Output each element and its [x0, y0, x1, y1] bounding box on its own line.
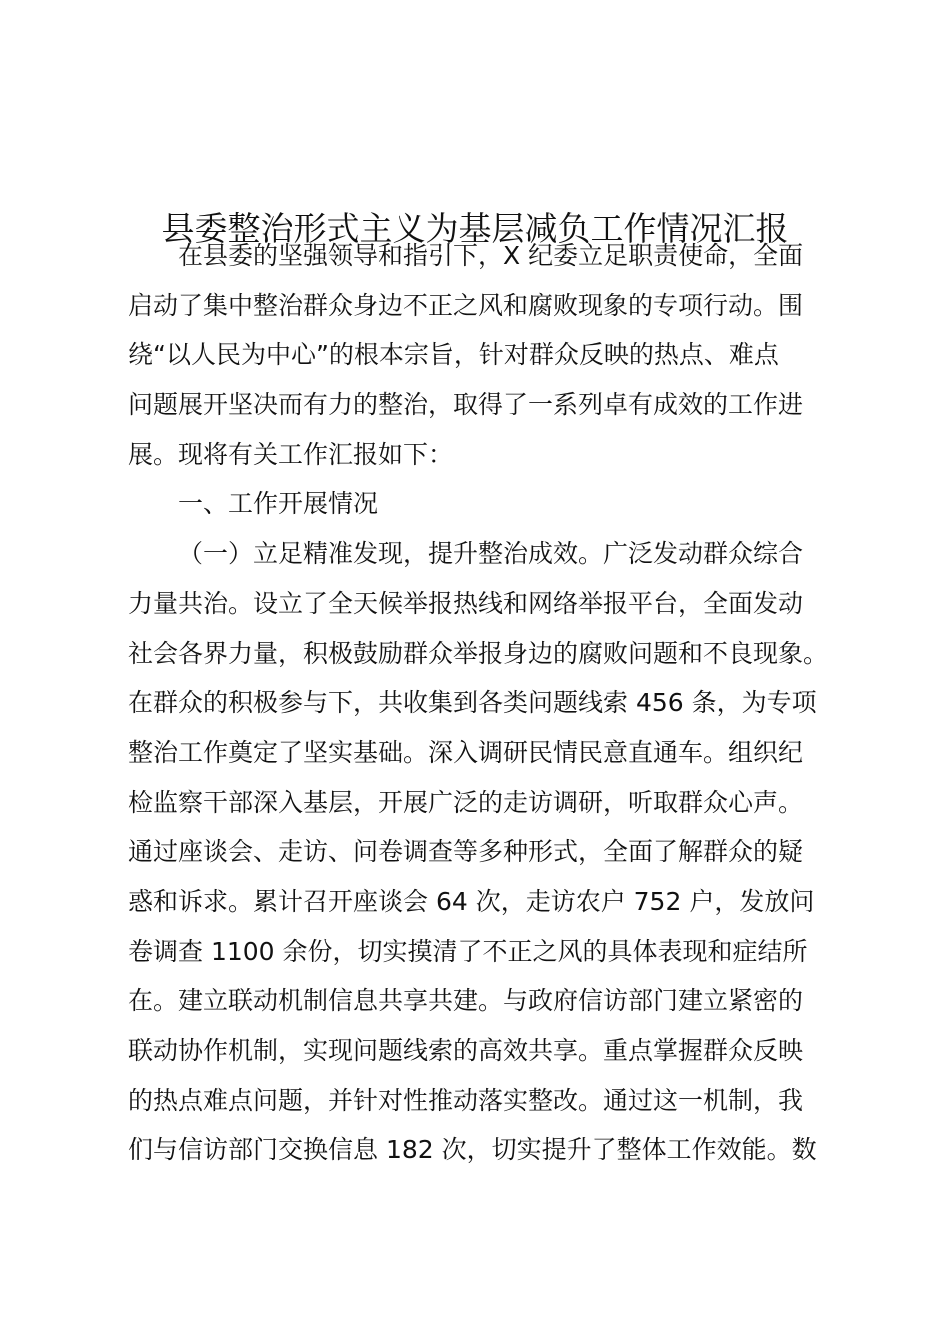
text-line: 整治工作奠定了坚实基础。深入调研民情民意直通车。组织纪 — [128, 737, 804, 767]
text-line: 社会各界力量，积极鼓励群众举报身边的腐败问题和不良现象。 — [128, 638, 829, 668]
text-line: 问题展开坚决而有力的整治，取得了一系列卓有成效的工作进 — [128, 390, 804, 420]
text-line: 在县委的坚强领导和指引下，X 纪委立足职责使命，全面 — [178, 241, 804, 270]
document-title: 县委整治形式主义为基层减负工作情况汇报 — [161, 209, 789, 249]
text-line: 通过座谈会、走访、问卷调查等多种形式，全面了解群众的疑 — [128, 837, 804, 867]
text-line: 们与信访部门交换信息 182 次，切实提升了整体工作效能。数 — [128, 1135, 817, 1165]
text-line: 一、工作开展情况 — [178, 489, 379, 519]
text-line: 展。现将有关工作汇报如下： — [128, 439, 454, 469]
text-line: 检监察干部深入基层，开展广泛的走访调研，听取群众心声。 — [128, 787, 804, 817]
text-line: 的热点难点问题，并针对性推动落实整改。通过这一机制，我 — [128, 1085, 804, 1115]
text-line: 在。建立联动机制信息共享共建。与政府信访部门建立紧密的 — [128, 986, 804, 1016]
text-line: 卷调查 1100 余份，切实摸清了不正之风的具体表现和症结所 — [128, 936, 808, 966]
text-line: （一）立足精准发现，提升整治成效。广泛发动群众综合 — [178, 539, 804, 569]
text-line: 在群众的积极参与下，共收集到各类问题线索 456 条，为专项 — [128, 688, 817, 718]
text-line: 力量共治。设立了全天候举报热线和网络举报平台，全面发动 — [128, 588, 804, 618]
text-line: 联动协作机制，实现问题线索的高效共享。重点掌握群众反映 — [128, 1036, 804, 1065]
text-line: 惑和诉求。累计召开座谈会 64 次，走访农户 752 户，发放问 — [128, 886, 815, 916]
document-body — [128, 231, 833, 1175]
text-line: 绕“以人民为中心”的根本宗旨，针对群众反映的热点、难点 — [128, 340, 779, 370]
text-line: 启动了集中整治群众身边不正之风和腐败现象的专项行动。围 — [128, 290, 804, 320]
